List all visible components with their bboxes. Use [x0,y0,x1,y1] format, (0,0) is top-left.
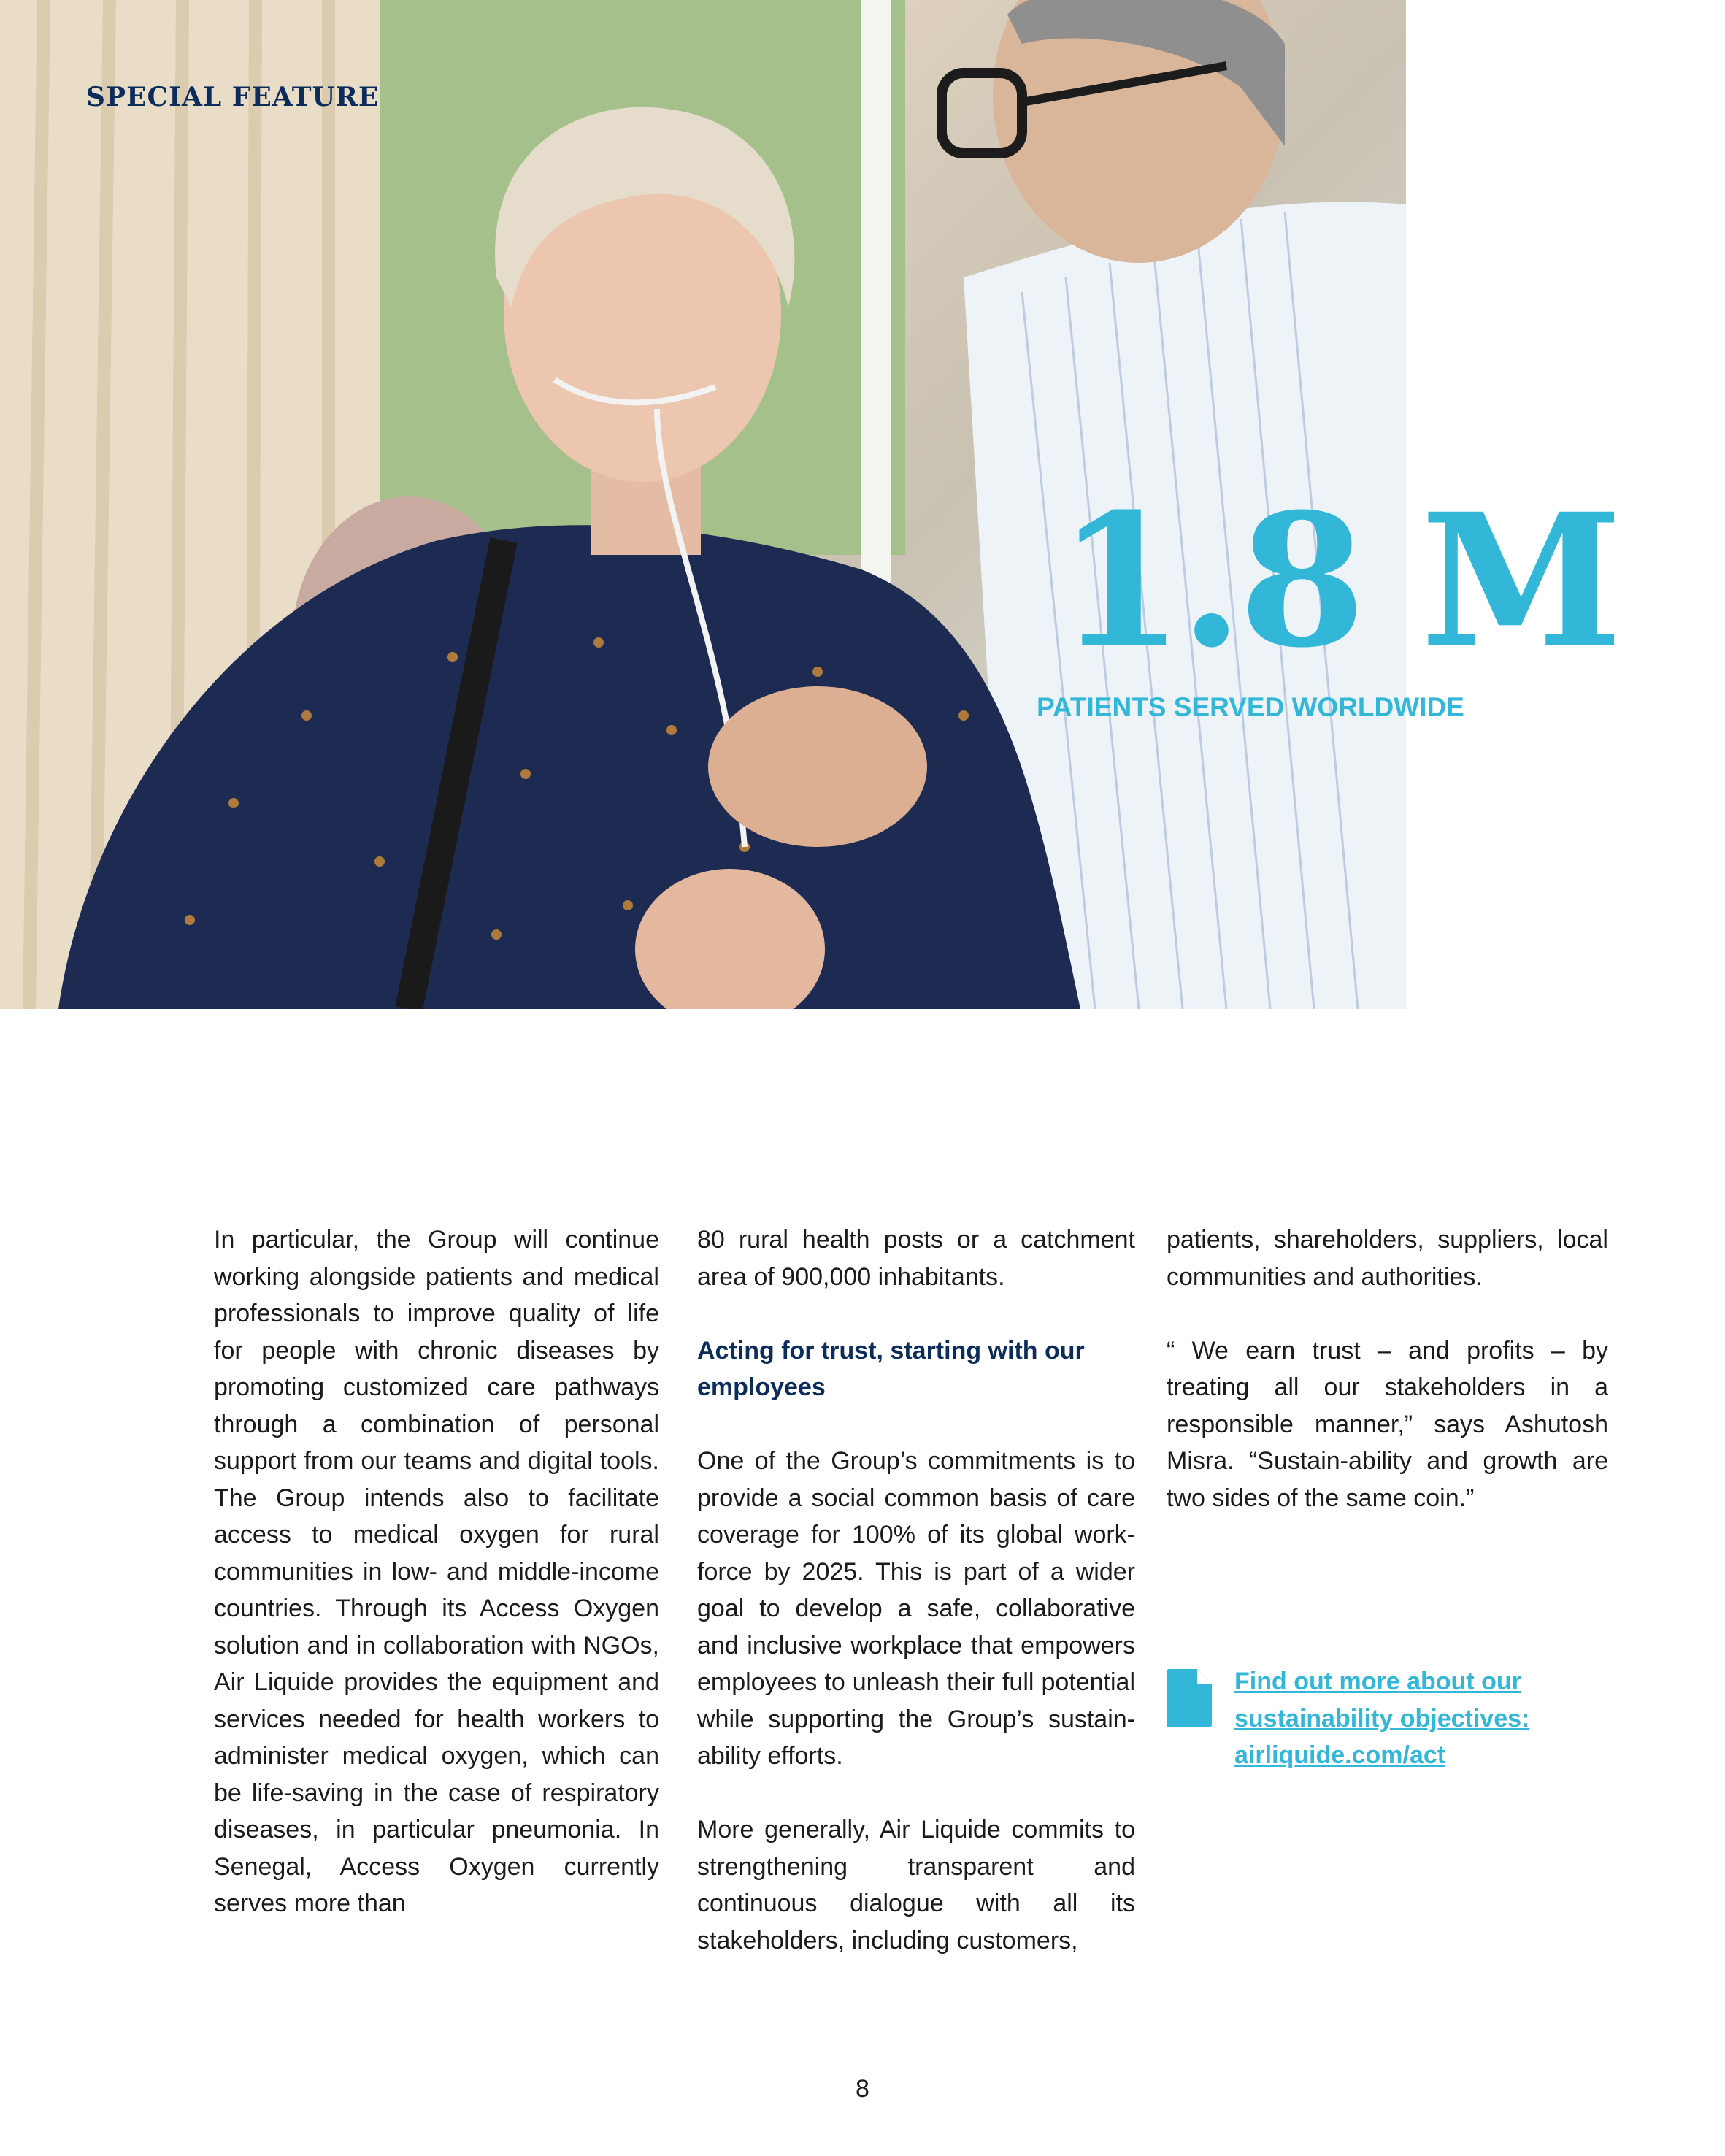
quote-paragraph: “ We earn trust – and profits – by treating all our stakeholders in a responsible manner,” says Ashutosh Misra. “Sustain-ability and growth are two sides of the same coin.” [1167,1336,1608,1512]
text-column-1 [214,1221,659,1922]
link-url[interactable]: airliquide.com/act [1234,1741,1446,1769]
link-line[interactable]: Find out more about our [1234,1668,1521,1695]
link-line[interactable]: sustainability objectives: [1234,1704,1530,1733]
section-heading: Acting for trust, starting with our employees [697,1336,1085,1401]
document-icon [1167,1669,1212,1727]
stat-label: PATIENTS SERVED WORLDWIDE [1037,692,1464,722]
paragraph: In particular, the Group will continue working alongside patients and medical professionals to improve quality of life for people with chronic diseases by promoting customized care pathways through a combination of personal support from our teams and digital tools. The Group intends also to facilitate access to medical oxygen for rural communities in low- and middle-income countries. Through its Access Oxygen solution and in collaboration with NGOs, Air Liquide provides the equipment and services needed for health workers to administer medical oxygen, which can be life-saving in the case of respiratory diseases, in particular pneumonia. In Senegal, Access Oxygen currently serves more than [214,1226,659,1917]
text-column-2 [697,1221,1135,1959]
text-column-3 [1167,1221,1608,1516]
paragraph: patients, shareholders, suppliers, local communities and authorities. [1167,1226,1608,1291]
paragraph: 80 rural health posts or a catchment area of 900,000 inhabitants. [697,1226,1135,1291]
more-info-link[interactable] [1167,1663,1619,1780]
stat-value: 1.8 M [1057,473,1618,688]
paragraph: More generally, Air Liquide commits to strengthening transparent and continuous dialogue with all its stakeholders, including customers, [697,1816,1135,1954]
paragraph: One of the Group’s commitments is to provide a social common basis of care coverage for 100% of its global work-force by 2025. This is part of a wider goal to develop a safe, collaborative and inclusive workplace that empowers employees to unleash their full potential while supporting the Group’s sustain-ability efforts. [697,1447,1135,1770]
page-number: 8 [856,2075,869,2103]
section-kicker: SPECIAL FEATURE [86,82,380,112]
link-text[interactable] [1234,1663,1529,1774]
